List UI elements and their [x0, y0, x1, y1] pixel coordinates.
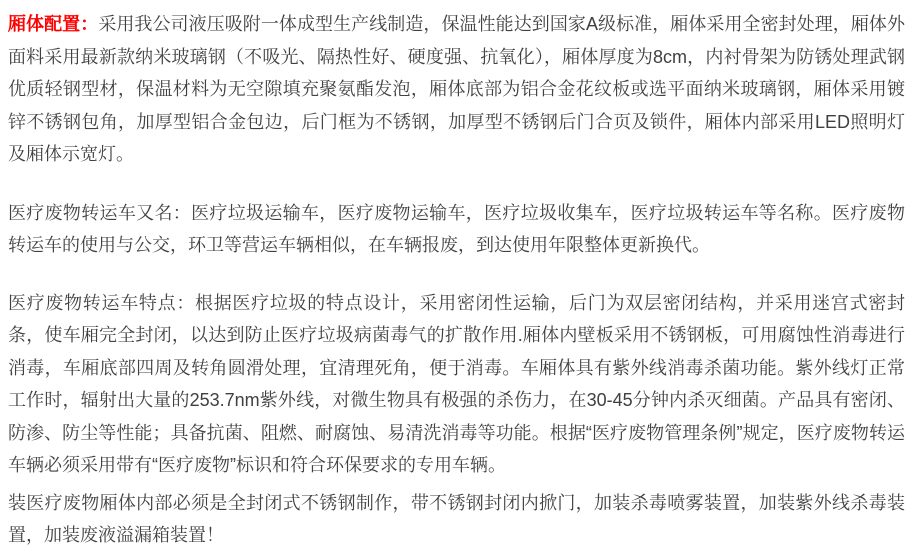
- paragraph-body-text: 采用我公司液压吸附一体成型生产线制造，保温性能达到国家A级标准，厢体采用全密封处理，厢体外面料采用最新款纳米玻璃钢（不吸光、隔热性好、硬度强、抗氧化），厢体厚度为8cm，内衬骨架为防锈处理武钢优质轻钢型材，保温材料为无空隙填充聚氨酯发泡，厢体底部为铝合金花纹板或选平面纳米玻璃钢，厢体采用镀锌不锈钢包角，加厚型铝合金包边，后门框为不锈钢，加厚型不锈钢后门合页及锁件，厢体内部采用LED照明灯及厢体示宽灯。: [8, 14, 905, 164]
- paragraph-body-text: 装医疗废物厢体内部必须是全封闭式不锈钢制作，带不锈钢封闭内掀门，加装杀毒喷雾装置，加装紫外线杀毒装置，加装废液溢漏箱装置！: [8, 492, 905, 545]
- paragraph-lead-label: 厢体配置：: [8, 14, 99, 34]
- paragraph-body-text: 医疗废物转运车特点：根据医疗垃圾的特点设计，采用密闭性运输，后门为双层密闭结构，并采用迷宫式密封条，使车厢完全封闭，以达到防止医疗垃圾病菌毒气的扩散作用.厢体内壁板采用不锈钢板，可用腐蚀性消毒进行消毒，车厢底部四周及转角圆滑处理，宜清理死角，便于消毒。车厢体具有紫外线消毒杀菌功能。紫外线灯正常工作时，辐射出大量的253.7nm紫外线，对微生物具有极强的杀伤力，在30-45分钟内杀灭细菌。产品具有密闭、防渗、防尘等性能；具备抗菌、阻燃、耐腐蚀、易清洗消毒等功能。根据“医疗废物管理条例”规定，医疗废物转运车辆必须采用带有“医疗废物”标识和符合环保要求的专用车辆。: [8, 292, 905, 475]
- paragraph-vehicle-aliases: [8, 197, 905, 262]
- paragraph-interior-requirements: [8, 487, 905, 552]
- paragraph-box-configuration: [8, 8, 905, 171]
- paragraph-body-text: 医疗废物转运车又名：医疗垃圾运输车，医疗废物运输车，医疗垃圾收集车，医疗垃圾转运车等名称。医疗废物转运车的使用与公交，环卫等营运车辆相似，在车辆报废，到达使用年限整体更新换代。: [8, 202, 905, 255]
- paragraph-vehicle-features: [8, 287, 905, 482]
